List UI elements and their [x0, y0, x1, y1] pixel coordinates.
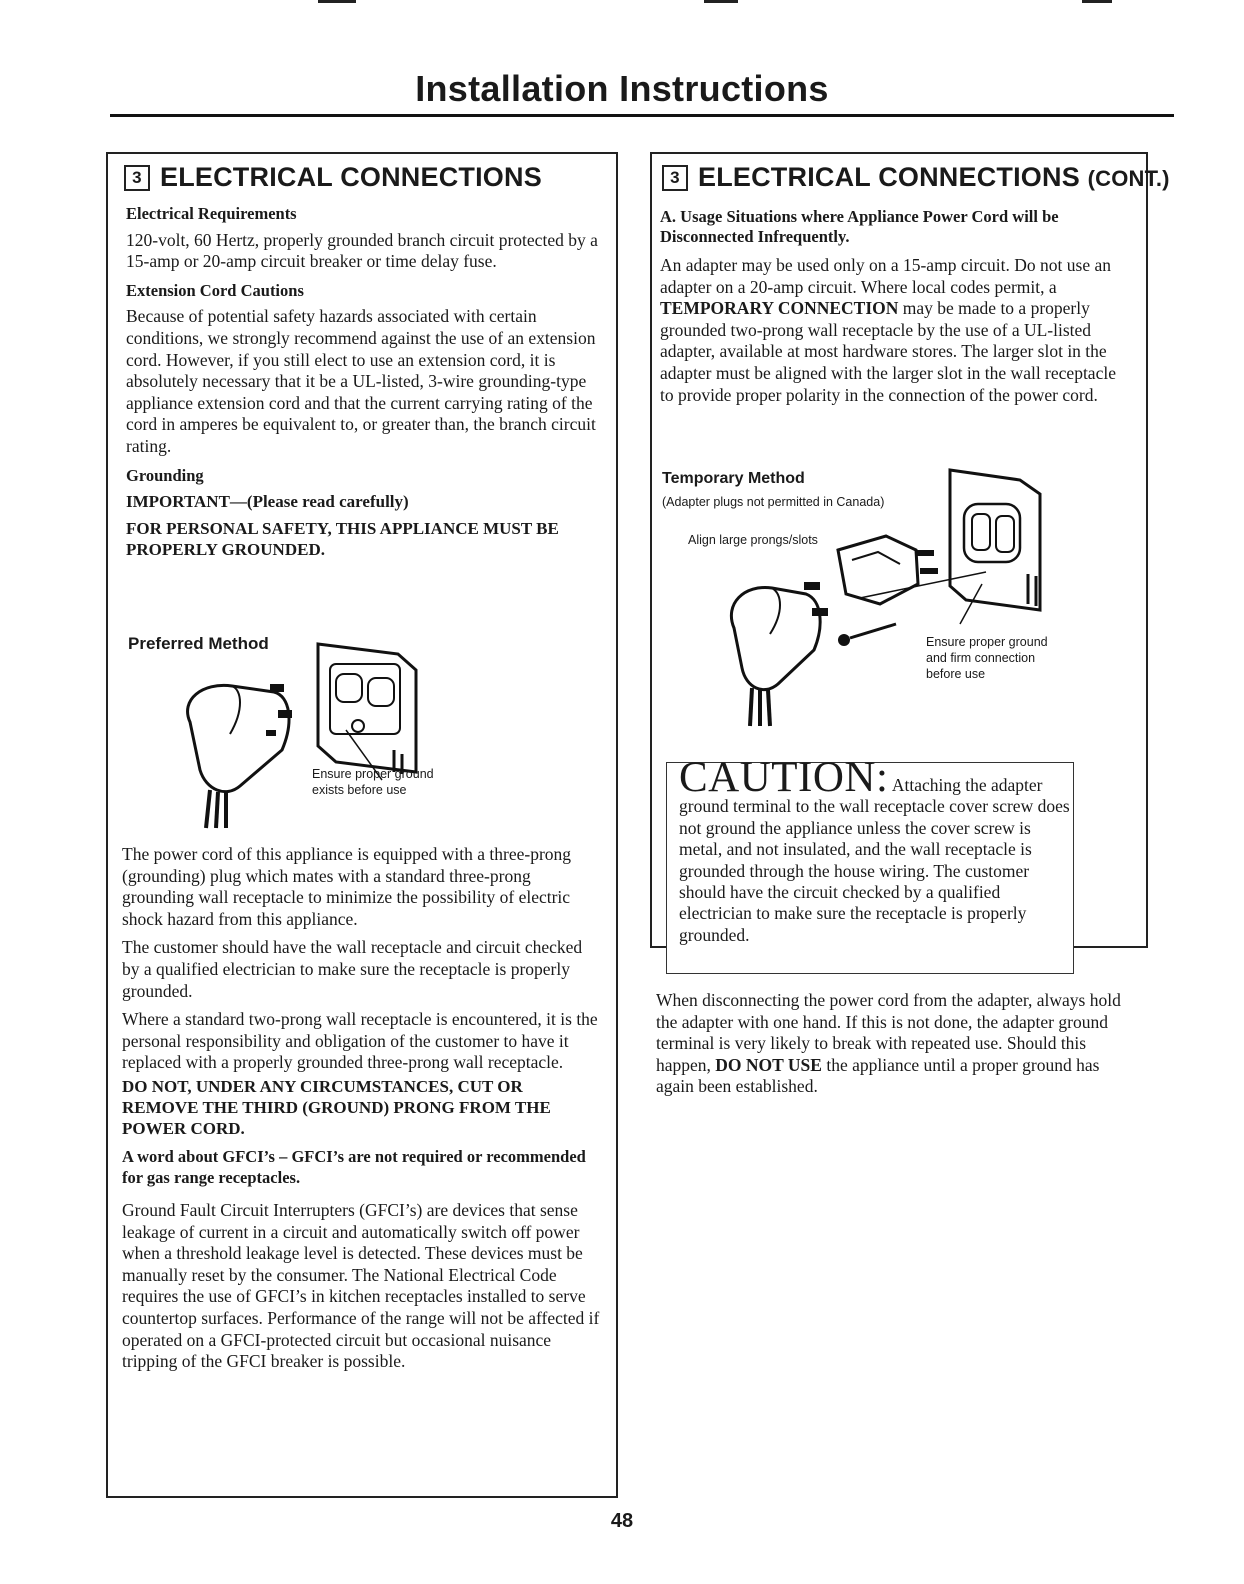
temporary-method-callout: Ensure proper ground and firm connection before use	[926, 635, 1048, 681]
disconnect-part: the appliance until a proper ground has again been established.	[656, 1054, 1100, 1097]
usage-body	[660, 255, 1120, 406]
edge-mark	[704, 0, 738, 3]
temporary-method-caption: Temporary Method	[662, 470, 805, 487]
grounding-important: IMPORTANT—(Please read carefully)	[126, 492, 409, 512]
preferred-method-caption: Preferred Method	[128, 634, 269, 653]
usage-title: A. Usage Situations where Appliance Power Cord will be Disconnected Infrequently.	[660, 207, 1059, 246]
paragraph: Where a standard two-prong wall receptacle is encountered, it is the personal responsibility and obligation of the customer to have it replaced with a properly grounded three-prong wall receptacle.	[122, 1009, 598, 1073]
caution-text: Attaching the adapter ground terminal to the wall receptacle cover screw does not ground the appliance unless the cover screw is metal, and not insulated, and the wall receptacle is grounded through the house wiring. The customer should have the circuit checked by a qualified electrician to make sure the receptacle is properly grounded.	[679, 775, 1070, 945]
temporary-connection-label: TEMPORARY CONNECTION	[660, 298, 899, 319]
preferred-method-callout: Ensure proper ground exists before use	[312, 767, 434, 797]
gfci-body: Ground Fault Circuit Interrupters (GFCI’s) are devices that sense leakage of current in a circuit and automatically switch off power when a threshold leakage level is detected. These devices must be manually reset by the consumer. The National Electrical Code requires the use of GFCI’s in kitchen receptacles installed to serve countertop surfaces. Performance of the range will not be affected if operated on a GFCI-protected circuit but occasional nuisance tripping of the GFCI breaker is possible.	[122, 1199, 600, 1372]
caution-box	[666, 754, 1074, 974]
preferred-method-illustration	[170, 630, 440, 830]
section-number-icon: 3	[662, 165, 688, 191]
page-number: 48	[610, 1510, 634, 1532]
usage-body-part: An adapter may be used only on a 15-amp circuit. Do not use an adapter on a 20-amp circuit. Where local codes permit, a	[660, 255, 1111, 297]
disconnect-part: When disconnecting the power cord from the adapter, always hold the adapter with one hand. If this is not done, the adapter ground terminal is very likely to break with repeated use. Should this happen,	[656, 990, 1121, 1075]
edge-mark	[318, 0, 356, 3]
right-upper-text	[660, 207, 1120, 413]
section-heading-cont	[662, 162, 1170, 193]
extension-cord-title: Extension Cord Cautions	[126, 280, 304, 300]
caution-text-block	[679, 754, 1073, 946]
usage-body-part: may be made to a properly grounded two-prong wall receptacle by the use of a UL-listed adapter, available at most hardware stores. The larger slot in the adapter must be aligned with the larger slot in the wall receptacle to provide proper polarity in the connection of the power cord.	[660, 298, 1116, 405]
section-number-icon: 3	[124, 165, 150, 191]
left-lower-text	[122, 844, 600, 1380]
do-not-warning: DO NOT, UNDER ANY CIRCUMSTANCES, CUT OR REMOVE THE THIRD (GROUND) PRONG FROM THE POWER CORD.	[122, 1076, 551, 1138]
disconnect-text	[656, 990, 1126, 1105]
section-heading-suffix: (CONT.)	[1087, 166, 1170, 191]
gfci-title: A word about GFCI’s – GFCI’s are not required or recommended for gas range receptacles.	[122, 1146, 586, 1187]
left-upper-text	[126, 203, 604, 568]
caution-lead: CAUTION:	[679, 754, 889, 801]
disconnect-paragraph	[656, 990, 1126, 1098]
align-prongs-label: Align large prongs/slots	[688, 533, 818, 547]
section-heading-text: ELECTRICAL CONNECTIONS	[698, 162, 1080, 192]
section-heading	[124, 162, 542, 193]
extension-cord-body: Because of potential safety hazards associated with certain conditions, we strongly recommend against the use of an extension cord. However, if you still elect to use an extension cord, it is absolutely necessary that it be a UL-listed, 3-wire grounding-type appliance extension cord and that the current carrying rating of the cord in amperes be equivalent to, or greater than, the branch circuit rating.	[126, 306, 596, 456]
paragraph: The customer should have the wall receptacle and circuit checked by a qualified electrician to make sure the receptacle is properly grounded.	[122, 937, 583, 1001]
temporary-method-note: (Adapter plugs not permitted in Canada)	[662, 495, 885, 509]
grounding-title: Grounding	[126, 465, 204, 485]
title-divider	[110, 114, 1174, 117]
page-title: Installation Instructions	[415, 68, 829, 109]
grounding-warning: FOR PERSONAL SAFETY, THIS APPLIANCE MUST BE PROPERLY GROUNDED.	[126, 518, 559, 560]
temporary-method-illustration	[720, 464, 1060, 734]
do-not-use-label: DO NOT USE	[715, 1054, 822, 1075]
edge-mark	[1082, 0, 1112, 3]
electrical-requirements-title: Electrical Requirements	[126, 204, 297, 223]
paragraph: The power cord of this appliance is equipped with a three-prong (grounding) plug which mates with a standard three-prong grounding wall receptacle to minimize the possibility of electric shock hazard from this appliance.	[122, 844, 572, 929]
electrical-requirements-body: 120-volt, 60 Hertz, properly grounded branch circuit protected by a 15-amp or 20-amp circuit breaker or time delay fuse.	[126, 229, 598, 272]
section-heading-text: ELECTRICAL CONNECTIONS	[160, 162, 542, 192]
